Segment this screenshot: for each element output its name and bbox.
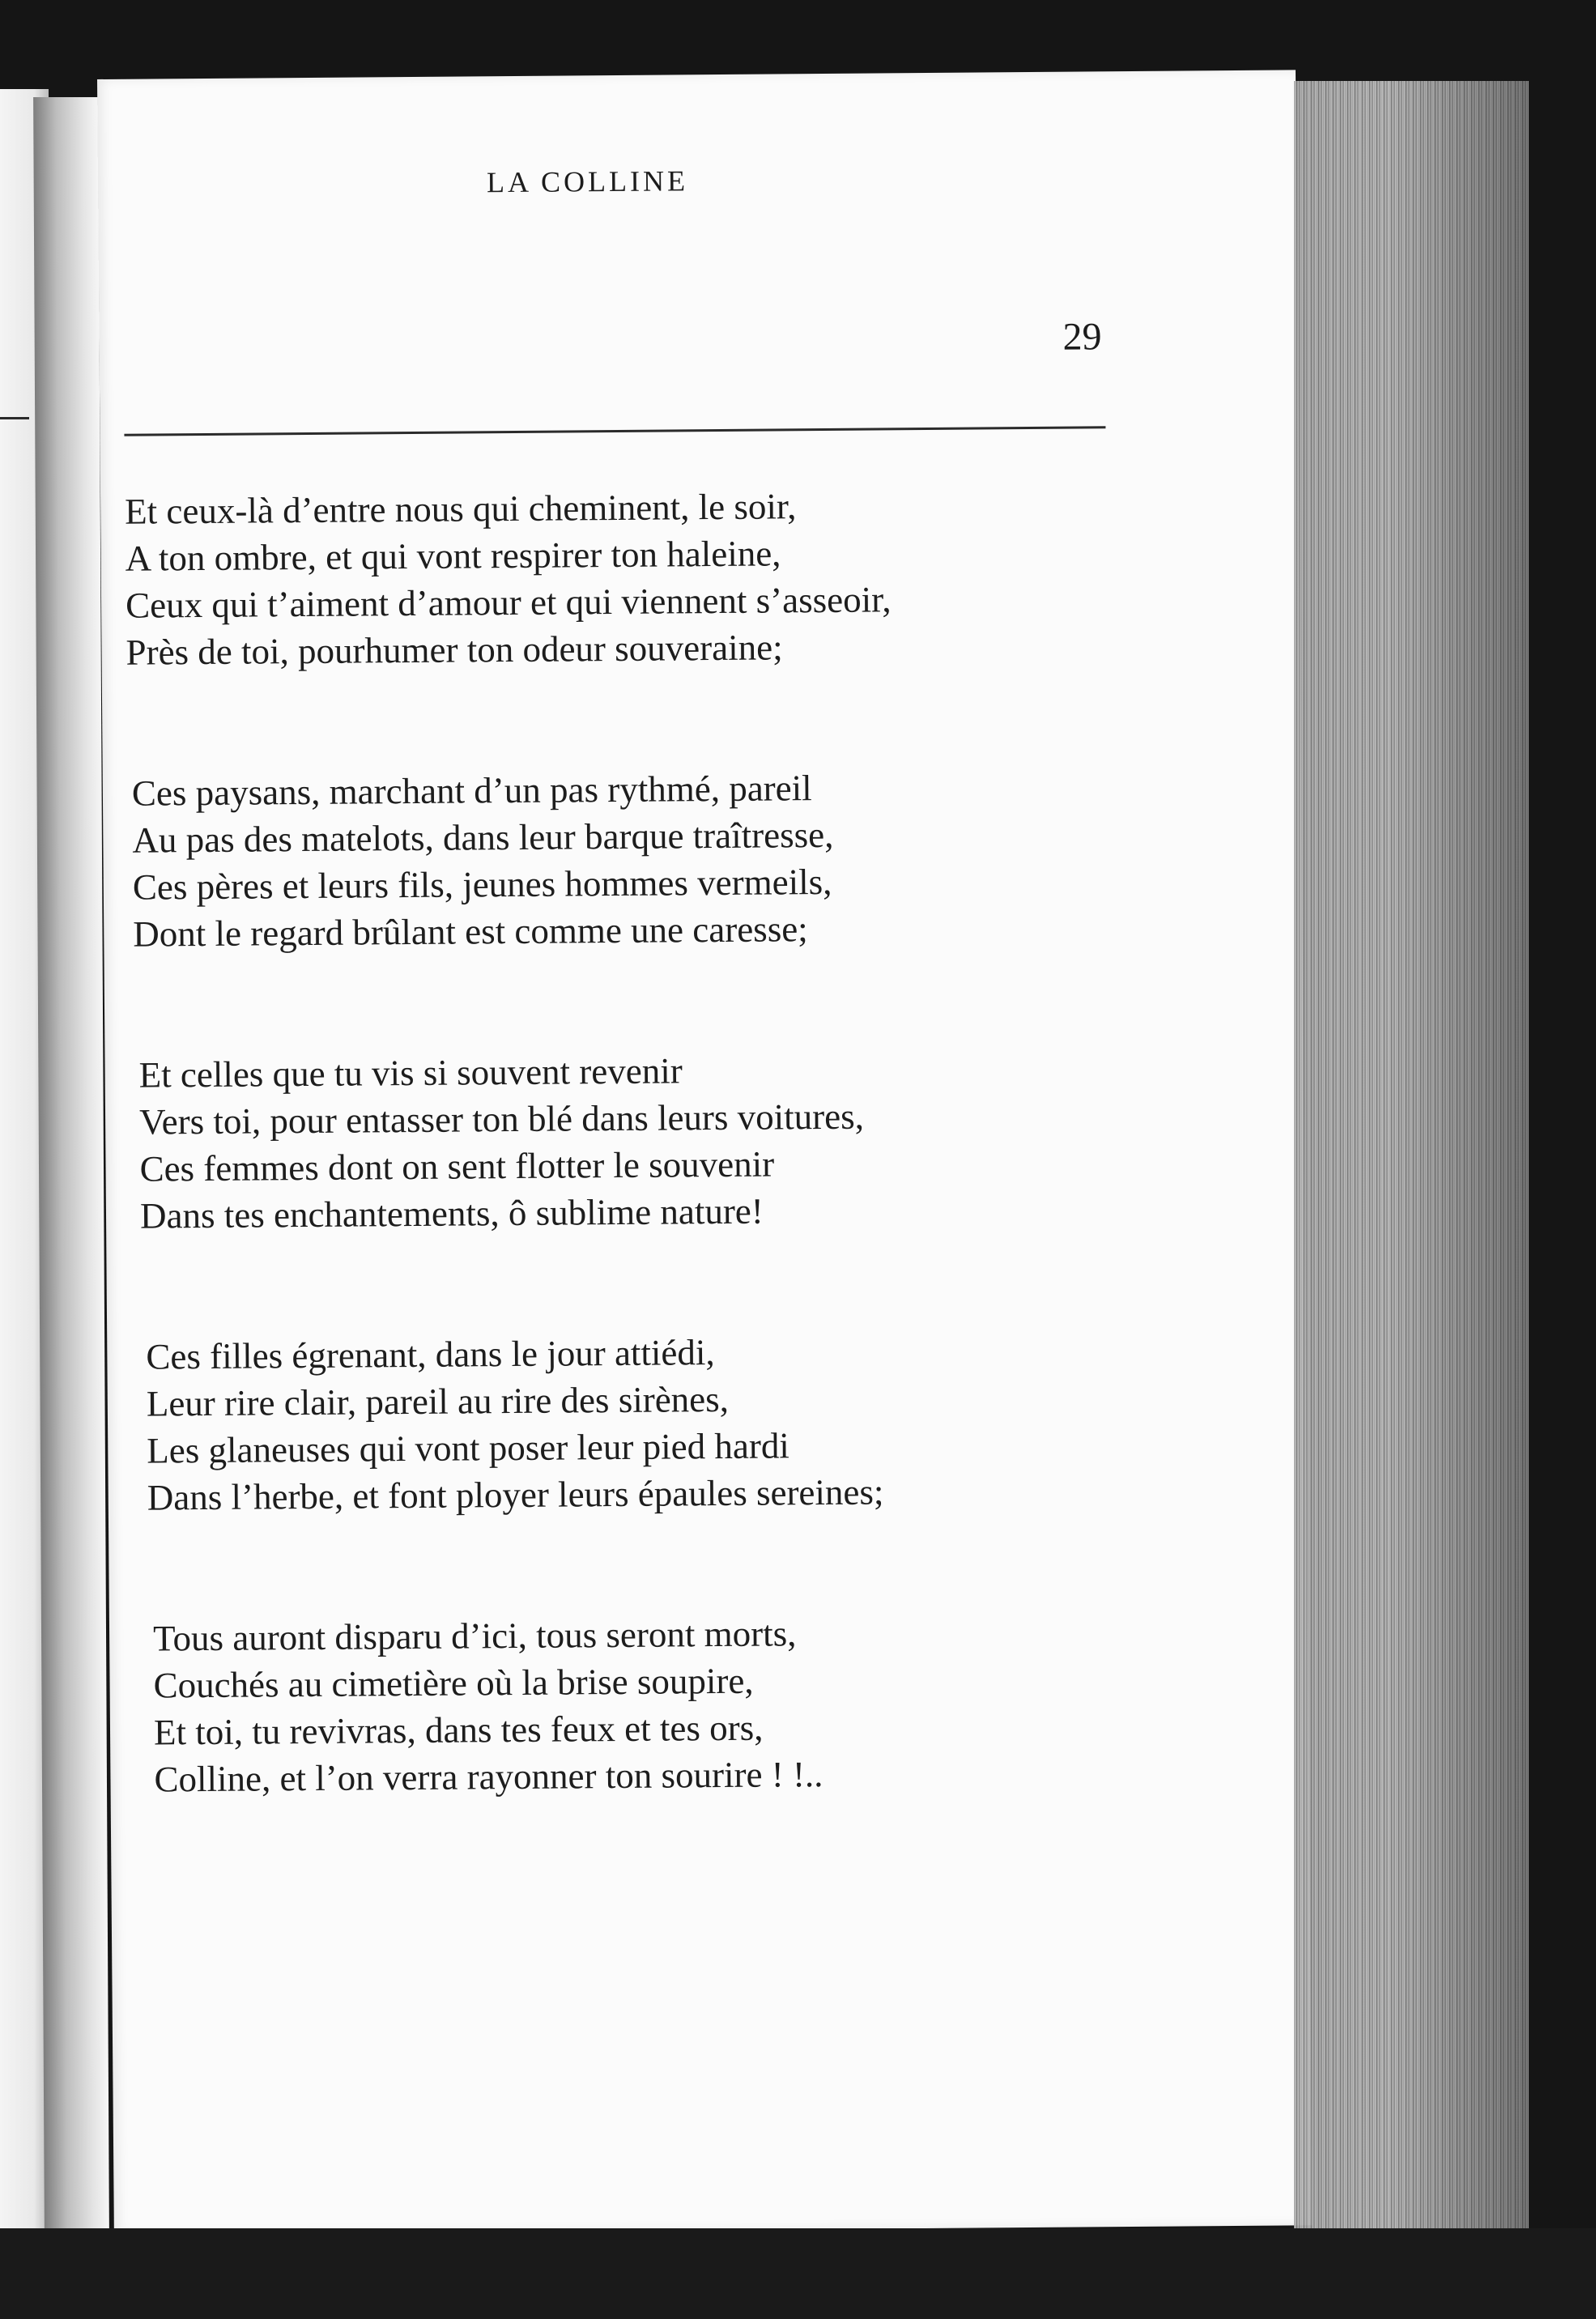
running-head [97,70,1296,359]
verse-line: Près de toi, pourhumer ton odeur souveraine; [126,627,783,673]
scan-background [0,2228,1596,2319]
verse-line: Dans l’herbe, et font ployer leurs épaules sereines; [147,1471,884,1518]
verse-line: Dans tes enchantements, ô sublime nature! [139,1190,764,1236]
stanza-3 [138,1043,1199,1239]
running-title: LA COLLINE [486,164,689,199]
verse-line: Ces filles égrenant, dans le jour attiédi, [146,1332,715,1377]
verse-line: Et toi, tu revivras, dans tes feux et tes ors, [153,1707,764,1753]
verse-line: Tous auront disparu d’ici, tous seront morts, [152,1613,797,1659]
verse-line: Et celles que tu vis si souvent revenir [138,1050,683,1096]
verse-line: Au pas des matelots, dans leur barque traîtresse, [132,814,834,861]
verse-line: Ces femmes dont on sent flotter le souvenir [139,1143,775,1189]
verse-line: Ceux qui t’aiment d’amour et qui viennent s’asseoir, [125,579,892,626]
verse-line: Ces paysans, marchant d’un pas rythmé, pareil [131,768,812,814]
header-rule [124,426,1105,436]
stanza-5 [153,1606,1204,1802]
page-number: 29 [1062,315,1102,359]
verse-line: Couchés au cimetière où la brise soupire, [153,1660,754,1706]
book-page [97,70,1313,2235]
verse-line: Ces pères et leurs fils, jeunes hommes vermeils, [132,861,832,908]
verse-line: Et ceux-là d’entre nous qui cheminent, le soir, [124,486,797,532]
verse-line: Leur rire clair, pareil au rire des sirènes, [146,1378,730,1424]
stanza-1 [125,479,1195,675]
verse-line: Colline, et l’on verra rayonner ton sourire ! !.. [154,1754,824,1800]
poem-body [125,479,1205,1896]
page-edges-shadow [1294,81,1529,2235]
verse-line: Les glaneuses qui vont poser leur pied hardi [147,1425,790,1471]
verse-line: Dont le regard brûlant est comme une caresse; [133,908,808,955]
verse-line: Vers toi, pour entasser ton blé dans leurs voitures, [138,1096,865,1142]
facing-page-mark [0,417,29,419]
verse-line: A ton ombre, et qui vont respirer ton haleine, [125,533,781,579]
book-gutter [33,97,109,2235]
stanza-4 [146,1325,1202,1521]
stanza-2 [132,761,1198,957]
